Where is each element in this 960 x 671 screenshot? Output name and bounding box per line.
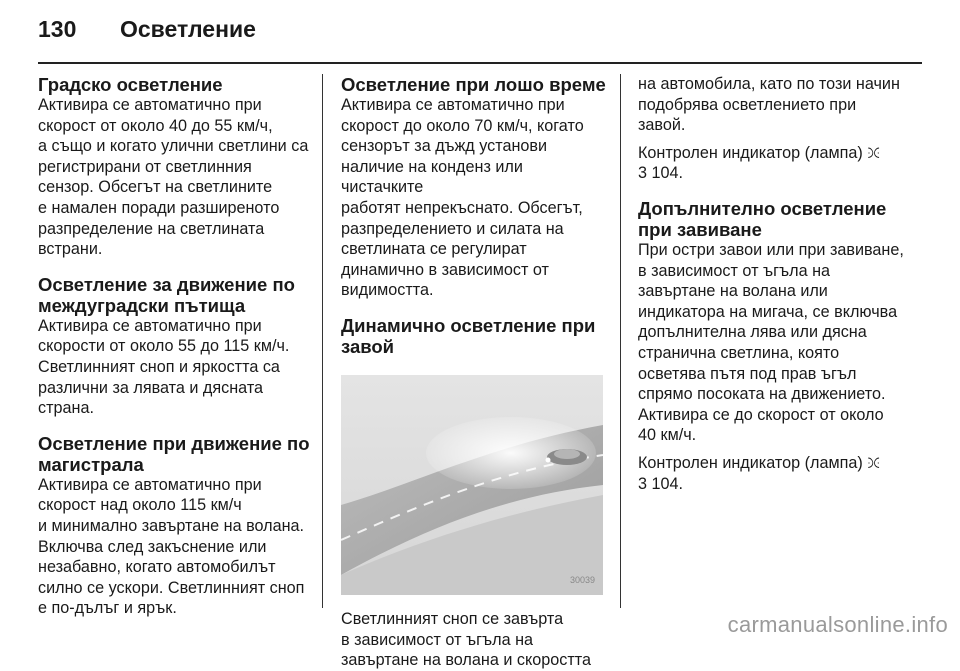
text-line: завъртане на волана или [638,282,828,301]
text-line: Активира се автоматично при [341,96,565,114]
column-divider [620,74,621,608]
text-line: завой. [638,116,686,135]
text-line: е намален поради разширеното [38,198,280,217]
text-line: Активира се автоматично при [38,475,262,494]
text-line: индикатора на мигача, се включва [638,302,898,321]
text-line: в зависимост от ъгъла на [638,261,831,280]
section-heading: Допълнително осветление [638,197,887,219]
section-cornering-light [638,198,918,446]
text-line: а също и когато улични светлини са [38,137,309,156]
column-1 [38,74,310,633]
section-heading: Градско осветление [38,74,223,95]
section-heading: Динамично осветление при [341,314,596,336]
text-line: встрани. [38,240,103,259]
text-line: сензорът за дъжд установи [341,137,548,156]
section-country-road-lighting [38,274,310,419]
section-heading: Осветление при лошо време [341,74,606,95]
text-line: Включва след закъснение или [38,537,267,556]
text-line: Светлинният сноп и яркостта са [38,357,280,376]
text-line: динамично в зависимост от [341,260,549,279]
column-divider [322,74,323,608]
page-reference [638,163,918,184]
section-heading: завой [341,335,395,357]
control-indicator-text [638,453,918,474]
text-line: светлината се регулират [341,240,527,259]
text-line: незабавно, когато автомобилът [38,558,276,577]
text-line: работят непрекъснато. Обсегът, [341,198,583,217]
text-line: страна. [38,399,94,418]
text-line: на автомобила, като по този начин [638,75,900,93]
section-heading: при завиване [638,218,762,240]
text-line: осветява пътя под прав ъгъл [638,364,857,383]
figure-code: 30039 [569,575,595,586]
column-2 [341,74,609,671]
section-bad-weather-lighting [341,74,609,301]
reference-arrow-icon: 3 [638,474,648,493]
text-line: странична светлина, която [638,343,840,362]
section-heading: магистрала [38,453,144,475]
control-indicator-label: Контролен индикатор (лампа) [638,143,863,162]
text-line: разпределението и силата на [341,219,564,238]
text-line: допълнителна лява или дясна [638,323,867,342]
section-heading: междуградски пътища [38,294,246,316]
text-line: сензор. Обсегът на светлините [38,178,273,197]
reference-page: 104. [651,164,684,183]
text-line: спрямо посоката на движението. [638,385,886,404]
text-line: регистрирани от светлинния [38,157,252,176]
lamp-icon: ꖻ [867,144,881,161]
figure-caption: в зависимост от ъгъла на [341,630,534,649]
reference-arrow-icon: 3 [638,164,648,183]
text-line: скорост от около 40 до 55 км/ч, [38,116,273,135]
control-indicator-text [638,143,918,164]
section-motorway-lighting [38,433,310,619]
text-line: скорост над около 115 км/ч [38,496,242,515]
road-curve-image [341,375,603,595]
text-line: наличие на конденз или чистачките [341,157,523,197]
watermark: carmanualsonline.info [727,612,948,637]
text-line: скорости от около 55 до 115 км/ч. [38,337,290,356]
text-line: и минимално завъртане на волана. [38,516,305,535]
page-title: Осветление [120,16,256,42]
figure-caption: завъртане на волана и скоростта [341,651,591,670]
text-line: Активира се до скорост от около [638,405,884,424]
text-line: силно се ускори. Светлинният сноп [38,578,305,597]
section-dynamic-curve-lighting [341,315,609,357]
column-3 [638,74,918,494]
page-number: 130 [38,16,77,42]
header-rule [38,62,922,64]
text-line: е по-дълъг и ярък. [38,599,177,618]
text-line: Активира се автоматично при [38,316,262,335]
curve-lighting-illustration [341,375,603,595]
section-city-lighting [38,74,310,260]
section-heading: Осветление при движение по [38,432,310,454]
text-line: скорост до около 70 км/ч, когато [341,116,584,135]
lamp-icon: ꖻ [867,454,881,471]
page-reference [638,474,918,495]
text-line: При остри завои или при завиване, [638,240,904,259]
text-line: различни за лявата и дясната [38,378,264,397]
text-line: Активира се автоматично при [38,96,262,114]
text-line: 40 км/ч. [638,426,697,445]
section-heading: Осветление за движение по [38,273,295,295]
page-header [38,16,256,50]
control-indicator-label: Контролен индикатор (лампа) [638,453,863,472]
figure-caption: Светлинният сноп се завърта [341,609,564,628]
text-line: разпределение на светлината [38,219,265,238]
reference-page: 104. [651,474,684,493]
text-line: подобрява осветлението при [638,95,857,114]
text-line: видимостта. [341,281,434,300]
